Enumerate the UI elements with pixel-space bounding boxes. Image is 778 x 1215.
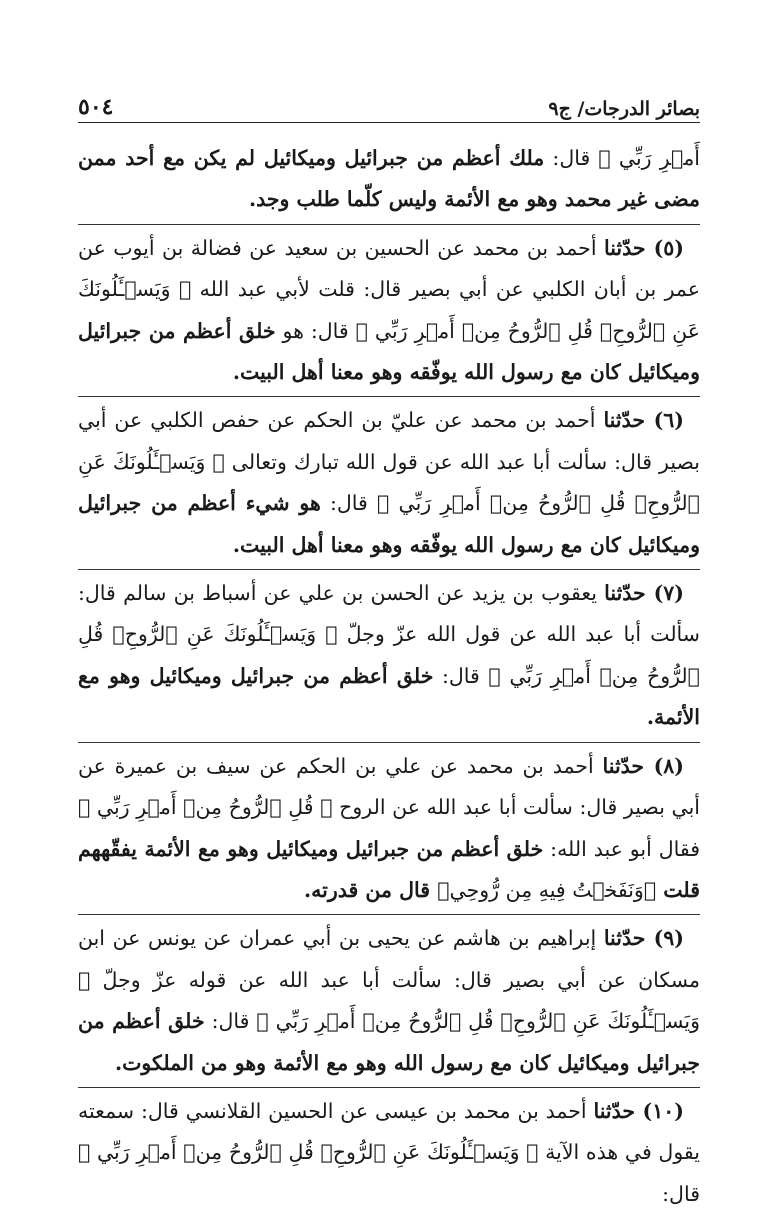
- text: قال:: [433, 663, 489, 688]
- text: يعقوب بن يزيد عن الحسن بن علي عن أسباط بن سالم قال: سألت أبا عبد الله عن قول الله عزّ وجلّ: [78, 581, 700, 647]
- hadith-number: (٧) حدّثنا: [604, 581, 684, 606]
- separator: [78, 569, 700, 570]
- quran-quote: ﴿ وَيَسۡـَٔلُونَكَ عَنِ ٱلرُّوحِۖ قُلِ ٱلرُّوحُ مِنۡ أَمۡرِ رَبِّي ﴾: [78, 449, 700, 516]
- text: قال:: [544, 146, 599, 170]
- bold-text: خلق أعظم من جبرائيل وميكائيل كان مع رسول الله يوفّقه وهو معنا أهل البيت.: [78, 318, 700, 385]
- bold-text: هو شيء أعظم من جبرائيل وميكائيل كان مع رسول الله يوفّقه وهو معنا أهل البيت.: [78, 491, 700, 557]
- quran-quote: ﴿ وَيَسۡـَٔلُونَكَ عَنِ ٱلرُّوحِۖ قُلِ ٱلرُّوحُ مِنۡ أَمۡرِ رَبِّي ﴾: [78, 1140, 539, 1165]
- text: قال:: [320, 491, 378, 516]
- quran-quote: ﴿ قُلِ ٱلرُّوحُ مِنۡ أَمۡرِ رَبِّي ﴾: [78, 795, 333, 820]
- separator: [78, 742, 700, 743]
- separator: [78, 224, 700, 225]
- separator: [78, 914, 700, 915]
- quran-quote: أَمۡرِ رَبِّي ﴾: [598, 146, 701, 170]
- text: إبراهيم بن هاشم عن يحيى بن أبي عمران عن يونس عن ابن مسكان عن أبي بصير قال: سألت أبا عبد الله عن قوله عزّ وجلّ: [78, 926, 700, 992]
- quran-quote: ﴿ وَيَسۡـَٔلُونَكَ عَنِ ٱلرُّوحِۖ قُلِ ٱلرُّوحُ مِنۡ أَمۡرِ رَبِّي ﴾: [78, 967, 700, 1034]
- hadith-7: [78, 573, 700, 739]
- hadith-number: (٩) حدّثنا: [603, 926, 684, 951]
- text: فقال أبو عبد الله:: [543, 836, 701, 861]
- bold-text: خلق أعظم من جبرائيل وميكائيل كان مع رسول الله وهو مع الأئمة وهو من الملكوت.: [78, 1009, 700, 1075]
- hadith-number: (٨) حدّثنا: [602, 753, 684, 778]
- text: قال:: [204, 1009, 257, 1034]
- hadith-number: (٦) حدّثنا: [603, 408, 684, 433]
- hadith-5: [78, 228, 700, 394]
- text: أحمد بن محمد عن علي بن الحكم عن سيف بن عميرة عن أبي بصير قال: سألت أبا عبد الله عن الروح: [78, 753, 701, 820]
- page-header: [78, 80, 700, 120]
- hadith-9: [78, 918, 700, 1084]
- bold-text: ملك أعظم من جبرائيل وميكائيل لم يكن مع أحد ممن مضى غير محمد وهو مع الأئمة وليس كلّما طلب وجد.: [78, 146, 700, 212]
- page-number: ٥٠٤: [78, 94, 114, 120]
- bold-text: قال من قدرته.: [303, 877, 438, 902]
- hadith-number: (٥) حدّثنا: [603, 235, 684, 260]
- hadith-6: [78, 400, 700, 566]
- quran-quote: ﴿ وَيَسۡـَٔلُونَكَ عَنِ ٱلرُّوحِۖ قُلِ ٱلرُّوحُ مِنۡ أَمۡرِ رَبِّي ﴾: [78, 277, 700, 343]
- book-title: بصائر الدرجات/ ج٩: [548, 98, 700, 120]
- hadith-number: (١٠) حدّثنا: [593, 1098, 684, 1123]
- hadith-10: [78, 1091, 700, 1215]
- separator: [78, 396, 700, 397]
- separator: [78, 1087, 700, 1088]
- header-rule: [78, 122, 700, 123]
- quran-quote: ﴿ وَيَسۡـَٔلُونَكَ عَنِ ٱلرُّوحِۖ قُلِ ٱلرُّوحُ مِنۡ أَمۡرِ رَبِّي ﴾: [78, 622, 700, 688]
- text: قال: هو: [275, 318, 356, 343]
- paragraph-4-end: [78, 138, 700, 221]
- bold-text: خلق أعظم من جبرائيل وميكائيل وهو مع الأئمة.: [78, 663, 700, 730]
- quran-quote: ﴿وَنَفَخۡتُ فِيهِ مِن رُّوحِي﴾: [437, 877, 657, 902]
- bold-text: خلق أعظم من جبرائيل وميكائيل وهو مع الأئمة يفقّههم قلت: [78, 836, 700, 902]
- text: أحمد بن محمد عن عليّ بن الحكم عن حفص الكلبي عن أبي بصير قال: سألت أبا عبد الله عن قول الله تبارك وتعالى: [78, 408, 701, 474]
- text: قال:: [662, 1181, 700, 1206]
- text: أحمد بن محمد بن عيسى عن الحسين القلانسي قال: سمعته يقول في هذه الآية: [78, 1098, 700, 1165]
- hadith-8: [78, 746, 700, 912]
- page-body: [78, 138, 700, 1215]
- text: أحمد بن محمد عن الحسين بن سعيد عن فضالة بن أيوب عن عمر بن أبان الكلبي عن أبي بصير قال: قلت لأبي عبد الله: [78, 235, 700, 302]
